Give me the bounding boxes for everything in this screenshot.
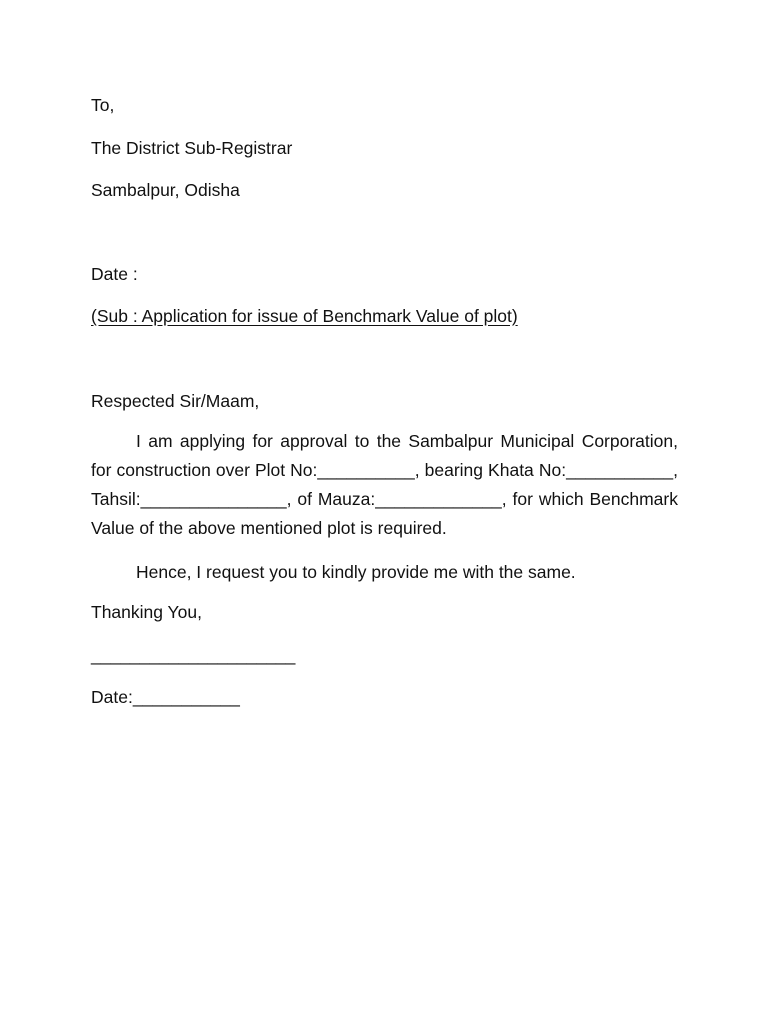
subject-line: (Sub : Application for issue of Benchmark Value of plot) <box>91 306 518 326</box>
request-sentence: Hence, I request you to kindly provide me with the same. <box>136 562 576 582</box>
recipient-title: The District Sub-Registrar <box>91 138 293 158</box>
footer-date: Date:___________ <box>91 687 240 707</box>
greeting: Respected Sir/Maam, <box>91 391 260 411</box>
date-label: Date : <box>91 264 138 284</box>
body-paragraph: I am applying for approval to the Sambalpur Municipal Corporation, for construction over Plot No:__________, bearing Khata No:___________, Tahsil:_______________, of Mauza:_____________, for which Benchmark Value of the above mentioned plot is required. <box>91 431 678 538</box>
signature-line: _____________________ <box>91 645 296 665</box>
closing: Thanking You, <box>91 602 202 622</box>
recipient-location: Sambalpur, Odisha <box>91 180 240 200</box>
to-label: To, <box>91 95 115 115</box>
